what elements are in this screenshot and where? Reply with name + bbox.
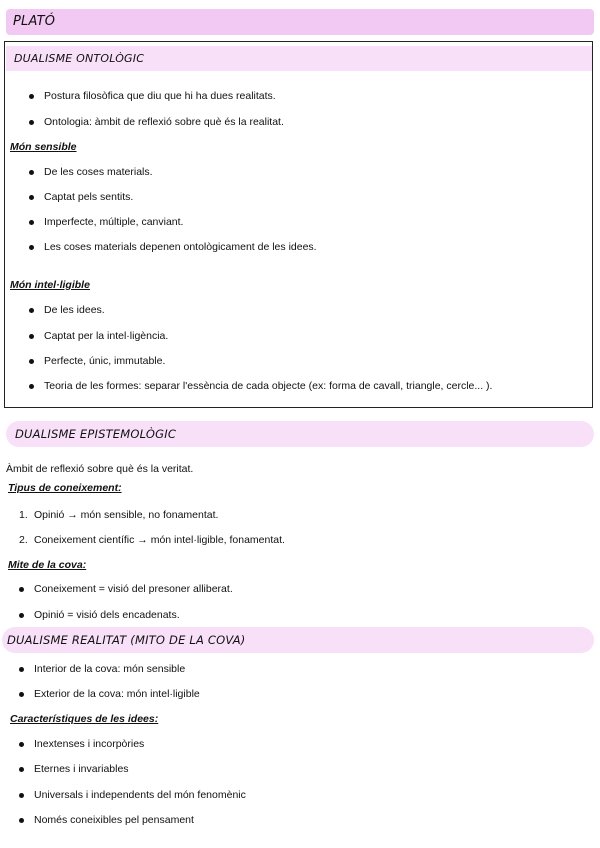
list-item: Interior de la cova: món sensible: [34, 663, 186, 675]
list-item: Postura filosòfica que diu que hi ha dues realitats.: [44, 90, 276, 102]
list-item: Coneixement = visió del presoner alliberat.: [34, 583, 233, 595]
list-item: Només coneixibles pel pensament: [34, 814, 194, 826]
bullet: [19, 767, 24, 772]
bullet: [29, 220, 34, 225]
list-item: Captat per la intel·ligència.: [44, 330, 169, 342]
bullet: [19, 793, 24, 798]
list-item: Coneixement científic → món intel·ligible, fonamentat.: [34, 534, 285, 546]
ontological-dualism-header: [6, 46, 592, 71]
list-item: Captat pels sentits.: [44, 191, 134, 203]
reality-dualism-header: [2, 627, 594, 653]
subheading-mon-sensible: Món sensible: [10, 141, 77, 153]
epistemological-dualism-header: [6, 421, 594, 447]
bullet: [29, 334, 34, 339]
bullet: [29, 120, 34, 125]
list-number: 1.: [19, 509, 28, 521]
page-title-bar: [6, 9, 594, 35]
bullet: [19, 742, 24, 747]
bullet: [19, 692, 24, 697]
section-heading: DUALISME EPISTEMOLÒGIC: [15, 427, 177, 441]
list-item: Exterior de la cova: món intel·ligible: [34, 688, 200, 700]
list-item: Opinió → món sensible, no fonamentat.: [34, 509, 219, 521]
bullet: [19, 613, 24, 618]
bullet: [29, 94, 34, 99]
bullet: [29, 170, 34, 175]
list-item: Universals i independents del món fenomènic: [34, 789, 246, 801]
bullet: [29, 308, 34, 313]
bullet: [29, 384, 34, 389]
page-title: PLATÓ: [13, 14, 56, 29]
list-item: De les coses materials.: [44, 166, 153, 178]
list-item: Ontologia: àmbit de reflexió sobre què és la realitat.: [44, 116, 284, 128]
list-item: De les idees.: [44, 304, 105, 316]
bullet: [19, 667, 24, 672]
bullet: [19, 818, 24, 823]
list-number: 2.: [19, 534, 28, 546]
list-item: Perfecte, únic, immutable.: [44, 355, 166, 367]
bullet: [29, 359, 34, 364]
subheading-mite: Mite de la cova:: [8, 559, 87, 571]
subheading-mon-intelligible: Món intel·ligible: [10, 279, 90, 291]
bullet: [19, 587, 24, 592]
list-item: Eternes i invariables: [34, 763, 129, 775]
list-item: Opinió = visió dels encadenats.: [34, 609, 180, 621]
section-heading: DUALISME ONTOLÒGIC: [14, 52, 145, 65]
list-item: Les coses materials depenen ontològicament de les idees.: [44, 241, 317, 253]
subheading-tipus: Tipus de coneixement:: [8, 482, 122, 494]
list-item: Inextenses i incorpòries: [34, 738, 145, 750]
bullet: [29, 245, 34, 250]
list-item: Imperfecte, múltiple, canviant.: [44, 216, 184, 228]
bullet: [29, 195, 34, 200]
paragraph: Àmbit de reflexió sobre què és la veritat.: [6, 463, 194, 475]
list-item: Teoria de les formes: separar l'essència de cada objecte (ex: forma de cavall, triangle, cercle... ).: [44, 380, 493, 392]
subheading-caracteristiques: Característiques de les idees:: [10, 713, 159, 725]
section-heading: DUALISME REALITAT (MITO DE LA COVA): [7, 633, 246, 647]
